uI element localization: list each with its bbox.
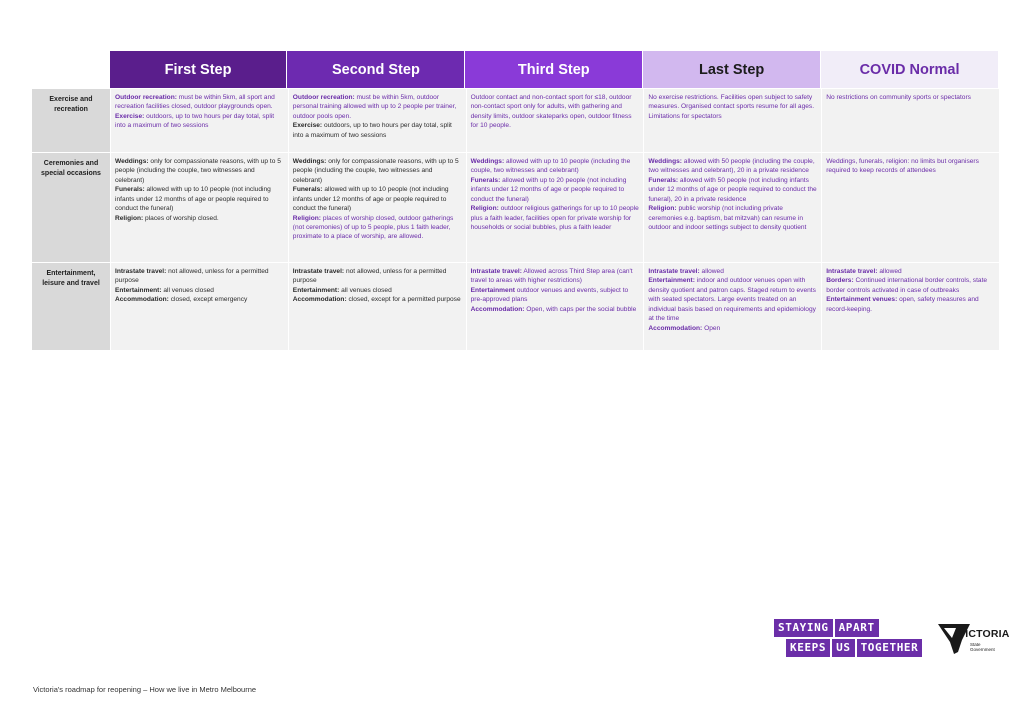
column-header: Last Step — [643, 51, 821, 88]
table-cell — [466, 153, 644, 262]
cell-text: indoor and outdoor venues open with density quotient and patron caps. Staged return to events with seated spectators. Large events treated on an individual basis based on requirements and epidemiology at the time — [648, 277, 816, 323]
cell-text: Open — [702, 324, 721, 332]
cell-text: places of worship closed, outdoor gatherings (not ceremonies) of up to 5 people, plus 1 faith leader, proximate to a place of worship, are allowed. — [292, 214, 454, 241]
roadmap-table — [32, 51, 999, 350]
staying-apart-word: STAYING — [774, 619, 833, 637]
cell-term-label: Religion: — [470, 205, 499, 213]
cell-term-label: Accommodation: — [470, 305, 525, 313]
cell-paragraph — [826, 295, 996, 314]
cell-term-label: Entertainment venues: — [826, 296, 898, 304]
cell-term-label: Religion: — [292, 214, 322, 222]
staying-apart-logo — [774, 619, 922, 659]
cell-paragraph — [115, 157, 285, 185]
cell-term-label: Weddings: — [292, 158, 327, 165]
cell-paragraph — [115, 214, 285, 223]
cell-term-label: Funerals: — [470, 176, 501, 184]
cell-paragraph — [648, 176, 818, 204]
staying-apart-word: APART — [835, 619, 879, 637]
cell-term-label: Entertainment: — [115, 286, 162, 294]
cell-term-label: Outdoor recreation: — [115, 94, 177, 101]
row-label-line: recreation — [54, 105, 88, 113]
cell-paragraph — [115, 267, 285, 286]
column-header: Second Step — [287, 51, 465, 88]
cell-term-label: Accommodation: — [115, 296, 169, 304]
row-label-line: Exercise and — [49, 96, 93, 103]
cell-paragraph — [471, 93, 641, 131]
table-row — [32, 152, 999, 262]
cell-paragraph — [648, 276, 818, 323]
staying-apart-word: TOGETHER — [857, 639, 923, 657]
cell-paragraph — [648, 204, 818, 232]
table-cell — [288, 153, 466, 262]
staying-apart-logo-row — [774, 619, 922, 637]
row-label — [32, 153, 110, 262]
cell-text: No restrictions on community sports or spectators — [826, 94, 971, 101]
cell-text: Open, with caps per the social bubble — [524, 305, 637, 313]
column-header: COVID Normal — [821, 51, 999, 88]
header-blank-cell — [32, 51, 110, 88]
staying-apart-logo-row — [786, 639, 922, 657]
cell-text: allowed with 50 people (including the couple, two witnesses and celebrant), 20 in a private residence — [648, 158, 815, 175]
staying-apart-word: KEEPS — [786, 639, 830, 657]
table-cell — [821, 263, 999, 350]
cell-paragraph — [115, 286, 285, 295]
cell-paragraph — [471, 176, 641, 204]
table-cell — [110, 263, 288, 350]
state-government-label — [970, 642, 995, 653]
cell-paragraph — [471, 267, 641, 286]
cell-term-label: Religion: — [115, 214, 144, 222]
table-cell — [643, 263, 821, 350]
cell-term-label: Outdoor recreation: — [292, 94, 355, 101]
cell-text: outdoors, up to two hours per day total, split into a maximum of two sessions — [115, 112, 275, 130]
cell-term-label: Funerals: — [292, 186, 323, 194]
cell-text: all venues closed — [339, 286, 392, 294]
cell-paragraph — [293, 267, 463, 286]
cell-text: outdoors, up to two hours per day total, split into a maximum of two sessions — [292, 122, 452, 139]
table-cell — [288, 263, 466, 350]
cell-paragraph — [471, 305, 641, 314]
cell-term-label: Intrastate travel: — [470, 268, 522, 275]
state-label: State — [970, 642, 981, 647]
row-label — [32, 263, 110, 350]
cell-term-label: Intrastate travel: — [648, 268, 700, 275]
cell-term-label: Accommodation: — [292, 296, 347, 304]
table-row — [32, 262, 999, 350]
row-label-line: Entertainment, — [46, 270, 96, 277]
table-cell — [643, 153, 821, 262]
cell-text: not allowed, unless for a permitted purpose — [292, 268, 447, 285]
cell-term-label: Intrastate travel: — [826, 268, 878, 275]
cell-paragraph — [293, 286, 463, 295]
cell-text: only for compassionate reasons, with up to 5 people (including the couple, two witnesses and celebrant) — [292, 158, 459, 184]
cell-paragraph — [471, 286, 641, 305]
cell-paragraph — [471, 157, 641, 176]
staying-apart-word: US — [832, 639, 854, 657]
cell-term-label: Entertainment: — [648, 277, 695, 285]
row-label-line: special occasions — [41, 169, 101, 177]
cell-paragraph — [648, 267, 818, 276]
cell-text: allowed — [877, 268, 902, 275]
cell-paragraph — [293, 121, 463, 140]
footer-caption: Victoria's roadmap for reopening – How we live in Metro Melbourne — [33, 685, 257, 694]
cell-term-label: Funerals: — [115, 186, 145, 194]
cell-text: Weddings, funerals, religion: no limits but organisers required to keep records of attendees — [826, 158, 979, 175]
cell-paragraph — [826, 157, 996, 176]
cell-paragraph — [648, 157, 818, 176]
cell-text: closed, except emergency — [168, 296, 248, 304]
row-label — [32, 89, 110, 152]
table-cell — [466, 263, 644, 350]
cell-text: allowed with up to 10 people (including the couple, two witnesses and celebrant) — [470, 158, 631, 175]
table-cell — [110, 153, 288, 262]
cell-paragraph — [826, 276, 996, 295]
cell-text: allowed with 50 people (not including infants under 12 months of age or people required to conduct the funeral), 20 in a private residence — [648, 176, 817, 203]
table-body — [32, 88, 999, 350]
cell-text: allowed — [699, 268, 724, 275]
table-cell — [110, 89, 288, 152]
cell-term-label: Intrastate travel: — [292, 268, 345, 275]
table-cell — [288, 89, 466, 152]
cell-term-label: Entertainment: — [292, 286, 340, 294]
cell-text: Outdoor contact and non-contact sport for ≤18, outdoor non-contact sport only for adults, with gathering and density limits, outdoor skateparks open, outdoor fitness for 10 people. — [470, 94, 632, 130]
cell-term-label: Exercise: — [115, 112, 145, 120]
cell-text: places of worship closed. — [143, 214, 219, 222]
table-cell — [821, 89, 999, 152]
cell-term-label: Borders: — [826, 277, 854, 285]
column-header: First Step — [110, 51, 288, 88]
cell-paragraph — [826, 267, 996, 276]
cell-paragraph — [115, 93, 285, 112]
cell-text: outdoor religious gatherings for up to 10 people plus a faith leader, facilities open for private worship for households or social bubbles, plus a faith leader — [470, 205, 639, 231]
cell-term-label: Religion: — [648, 205, 677, 213]
cell-paragraph — [293, 185, 463, 213]
cell-text: allowed with up to 20 people (not including infants under 12 months of age or people required to conduct the funeral) — [470, 176, 627, 203]
cell-paragraph — [471, 204, 641, 232]
cell-paragraph — [115, 295, 285, 304]
table-row — [32, 88, 999, 152]
cell-text: not allowed, unless for a permitted purpose — [115, 268, 269, 285]
cell-paragraph — [293, 295, 463, 304]
cell-term-label: Exercise: — [292, 122, 323, 130]
cell-text: Continued international border controls, state border controls activated in case of outbreaks — [826, 277, 988, 294]
cell-text: closed, except for a permitted purpose — [346, 296, 461, 304]
cell-term-label: Intrastate travel: — [115, 268, 167, 275]
cell-paragraph — [293, 214, 463, 242]
cell-text: outdoor venues and events, subject to pre-approved plans — [470, 286, 629, 304]
cell-text: only for compassionate reasons, with up to 5 people (including the couple, two witnesses and celebrant) — [115, 158, 281, 184]
cell-term-label: Accommodation: — [648, 324, 703, 332]
victoria-government-logo — [936, 618, 1010, 660]
cell-term-label: Weddings: — [648, 158, 682, 165]
row-label-line: Ceremonies and — [43, 160, 99, 167]
table-cell — [643, 89, 821, 152]
row-label-line: leisure and travel — [42, 279, 100, 287]
table-header-row — [32, 51, 999, 88]
cell-paragraph — [115, 112, 285, 131]
cell-text: must be within 5km, all sport and recreation facilities closed, outdoor playgrounds open. — [115, 94, 275, 111]
cell-term-label: Weddings: — [115, 158, 149, 165]
cell-paragraph — [648, 93, 818, 121]
cell-text: allowed with up to 10 people (not including infants under 12 months of age or people required to conduct the funeral) — [115, 186, 271, 213]
cell-paragraph — [293, 157, 463, 185]
cell-text: public worship (not including private ceremonies e.g. baptism, bat mitzvah) can resume in outdoor and indoor settings subject to density quotient — [648, 205, 807, 231]
cell-text: No exercise restrictions. Facilities open subject to safety measures. Organised contact sports resume for all ages. Limitations for spectators — [648, 94, 815, 120]
cell-text: all venues closed — [161, 286, 214, 294]
column-header: Third Step — [465, 51, 643, 88]
cell-text: Allowed across Third Step area (can't travel to areas with higher restrictions) — [470, 268, 633, 285]
cell-term-label: Funerals: — [648, 176, 679, 184]
victoria-wordmark: VICTORIA — [958, 628, 1010, 640]
cell-paragraph — [115, 185, 285, 213]
cell-paragraph — [648, 324, 818, 333]
cell-paragraph — [293, 93, 463, 121]
table-cell — [821, 153, 999, 262]
cell-text: allowed with up to 10 people (not including infants under 12 months of age or people required to conduct the funeral) — [292, 186, 449, 213]
cell-text: must be within 5km, outdoor personal training allowed with up to 2 people per trainer, outdoor pools open. — [292, 94, 457, 120]
cell-text: open, safety measures and record-keeping. — [826, 296, 979, 313]
government-label: Government — [970, 647, 995, 653]
table-cell — [466, 89, 644, 152]
cell-term-label: Weddings: — [470, 158, 505, 165]
cell-term-label: Entertainment — [470, 286, 515, 294]
cell-paragraph — [826, 93, 996, 102]
